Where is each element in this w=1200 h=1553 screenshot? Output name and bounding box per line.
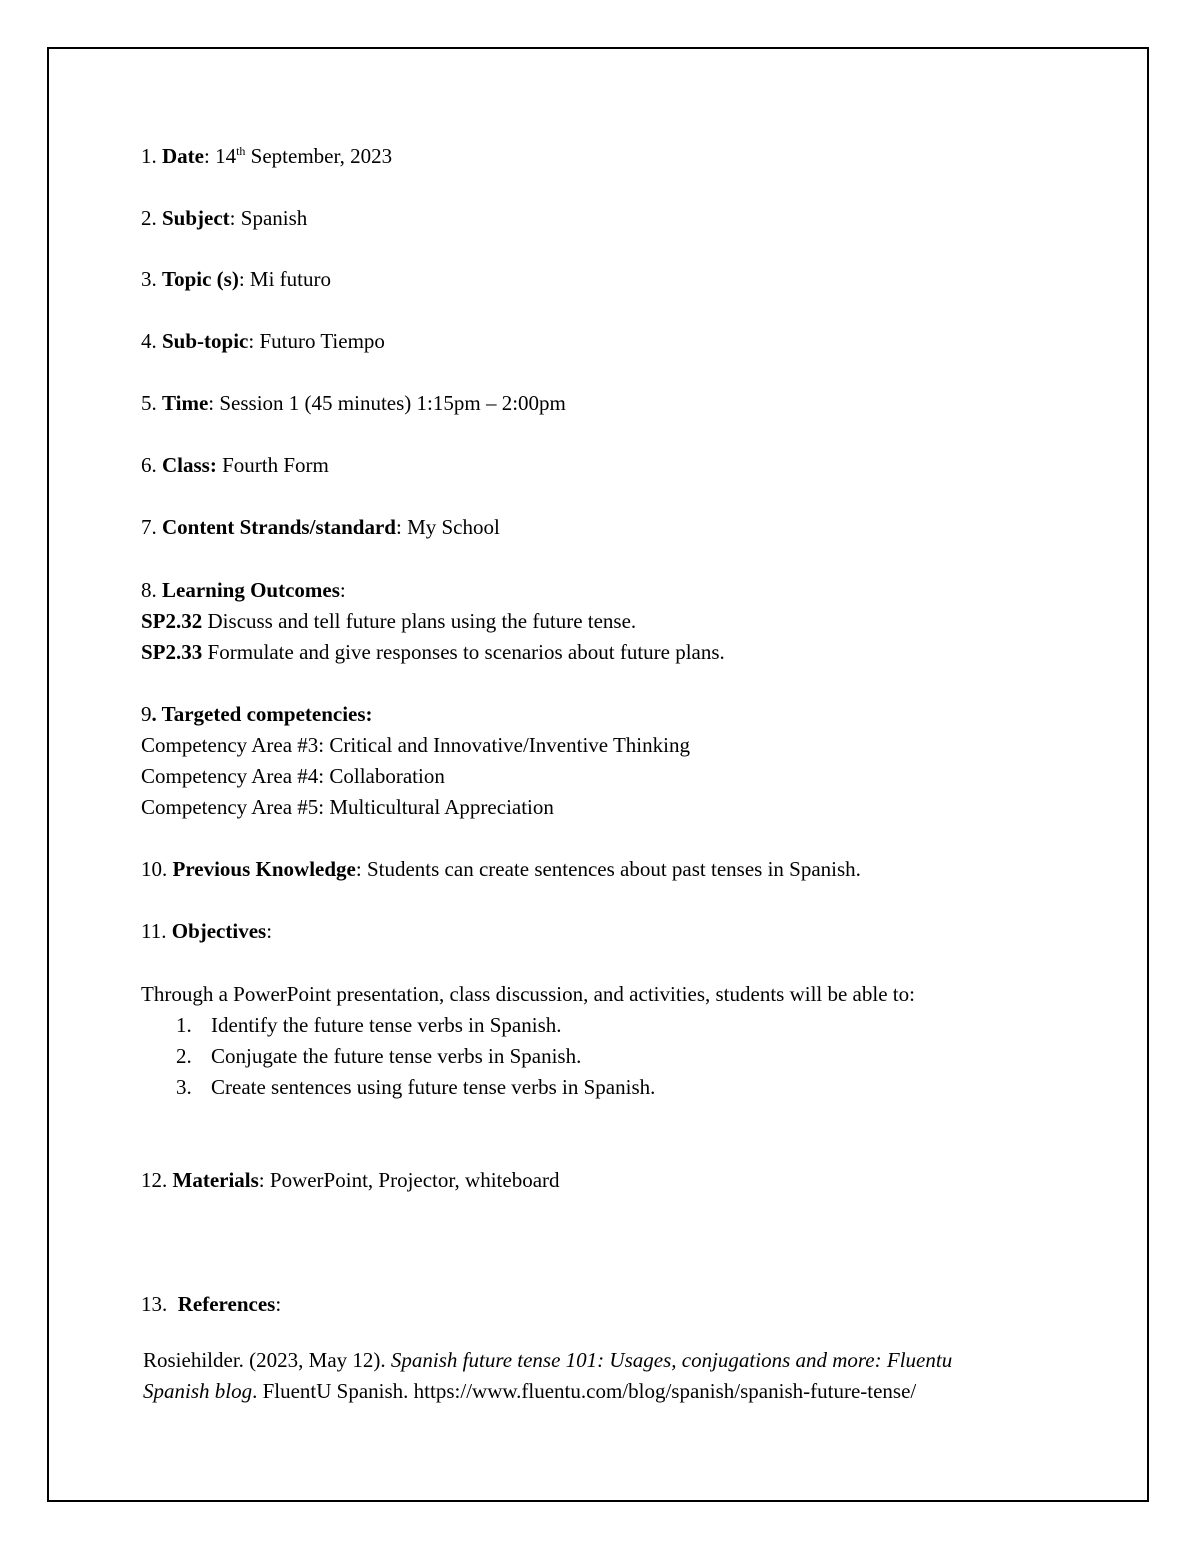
item-number: 4.: [141, 329, 157, 353]
learning-outcome-item: [141, 606, 636, 637]
item-number: 3.: [141, 267, 157, 291]
item-number: 6.: [141, 453, 157, 477]
objective-text: Create sentences using future tense verbs in Spanish.: [211, 1075, 656, 1099]
competency-item: Competency Area #3: Critical and Innovative/Inventive Thinking: [141, 733, 690, 757]
field-topic: 3. Topic (s): Mi futuro: [141, 267, 331, 291]
field-value: Students can create sentences about past tenses in Spanish.: [366, 857, 861, 881]
competency-item: Competency Area #5: Multicultural Appreciation: [141, 795, 554, 819]
date-day: 14: [215, 144, 237, 168]
item-number: 12.: [141, 1168, 168, 1192]
learning-outcome-item: [141, 637, 725, 668]
competencies-heading: [141, 699, 373, 730]
reference-source: . FluentU Spanish. https://www.fluentu.com/blog/spanish/spanish-future-tense/: [252, 1379, 917, 1403]
field-subtopic: 4. Sub-topic: Futuro Tiempo: [141, 329, 385, 353]
objective-number: 3.: [176, 1075, 192, 1099]
objective-item: [176, 1072, 655, 1103]
field-label: Content Strands/standard: [162, 515, 396, 539]
outcome-code: SP2.33: [141, 640, 203, 664]
reference-author: Rosiehilder. (2023, May 12).: [143, 1348, 391, 1372]
field-time: 5. Time: Session 1 (45 minutes) 1:15pm – 2:00pm: [141, 391, 566, 415]
objective-number: 2.: [176, 1044, 192, 1068]
objectives-heading: 11. Objectives:: [141, 919, 273, 943]
reference-entry-line-2: [143, 1376, 916, 1407]
item-number: 7.: [141, 515, 157, 539]
competency-item: Competency Area #4: Collaboration: [141, 764, 445, 788]
item-number: 10.: [141, 857, 168, 881]
field-previous-knowledge: 10. Previous Knowledge: Students can create sentences about past tenses in Spanish.: [141, 857, 861, 881]
item-number: 8.: [141, 578, 157, 602]
item-number: 5.: [141, 391, 157, 415]
field-label: Materials: [172, 1168, 259, 1192]
reference-title: Spanish blog: [143, 1379, 253, 1403]
field-value: Fourth Form: [222, 453, 329, 477]
field-content-strands: 7. Content Strands/standard: My School: [141, 515, 500, 539]
item-number: 2.: [141, 206, 157, 230]
references-heading: 13. References:: [141, 1292, 282, 1316]
outcome-text: Discuss and tell future plans using the future tense.: [207, 609, 637, 633]
field-label: Class:: [162, 453, 217, 477]
field-value: Futuro Tiempo: [259, 329, 385, 353]
item-number: 9: [141, 702, 152, 726]
objective-item: [176, 1041, 581, 1072]
objective-text: Conjugate the future tense verbs in Spanish.: [211, 1044, 582, 1068]
objective-number: 1.: [176, 1013, 192, 1037]
field-label: Date: [162, 144, 204, 168]
field-label: . Targeted competencies:: [151, 702, 373, 726]
date-suffix: th: [236, 144, 246, 158]
learning-outcomes-heading: 8. Learning Outcomes:: [141, 578, 346, 602]
field-value: Mi futuro: [249, 267, 331, 291]
field-label: Topic (s): [162, 267, 239, 291]
field-materials: 12. Materials: PowerPoint, Projector, whiteboard: [141, 1168, 560, 1192]
field-value: Spanish: [240, 206, 308, 230]
field-label: Sub-topic: [162, 329, 249, 353]
field-value: Session 1 (45 minutes) 1:15pm – 2:00pm: [219, 391, 566, 415]
item-number: 1.: [141, 144, 157, 168]
field-label: Learning Outcomes: [162, 578, 340, 602]
reference-entry-line-1: [143, 1345, 952, 1376]
reference-title: Spanish future tense 101: Usages, conjugations and more: Fluentu: [390, 1348, 953, 1372]
field-subject: 2. Subject: Spanish: [141, 206, 308, 230]
field-class: [141, 450, 329, 481]
field-label: Objectives: [171, 919, 267, 943]
field-value: My School: [407, 515, 500, 539]
outcome-code: SP2.32: [141, 609, 203, 633]
field-label: Subject: [162, 206, 230, 230]
date-rest: September, 2023: [245, 144, 393, 168]
outcome-text: Formulate and give responses to scenarios about future plans.: [207, 640, 725, 664]
item-number: 13.: [141, 1292, 168, 1316]
field-date: 1. Date: 14th September, 2023: [141, 144, 393, 168]
objective-text: Identify the future tense verbs in Spanish.: [211, 1013, 562, 1037]
field-label: Time: [162, 391, 209, 415]
field-label: References: [177, 1292, 276, 1316]
field-value: PowerPoint, Projector, whiteboard: [269, 1168, 560, 1192]
item-number: 11.: [141, 919, 167, 943]
field-label: Previous Knowledge: [172, 857, 356, 881]
objective-item: [176, 1010, 562, 1041]
objectives-intro: Through a PowerPoint presentation, class discussion, and activities, students will be able to:: [141, 982, 915, 1006]
